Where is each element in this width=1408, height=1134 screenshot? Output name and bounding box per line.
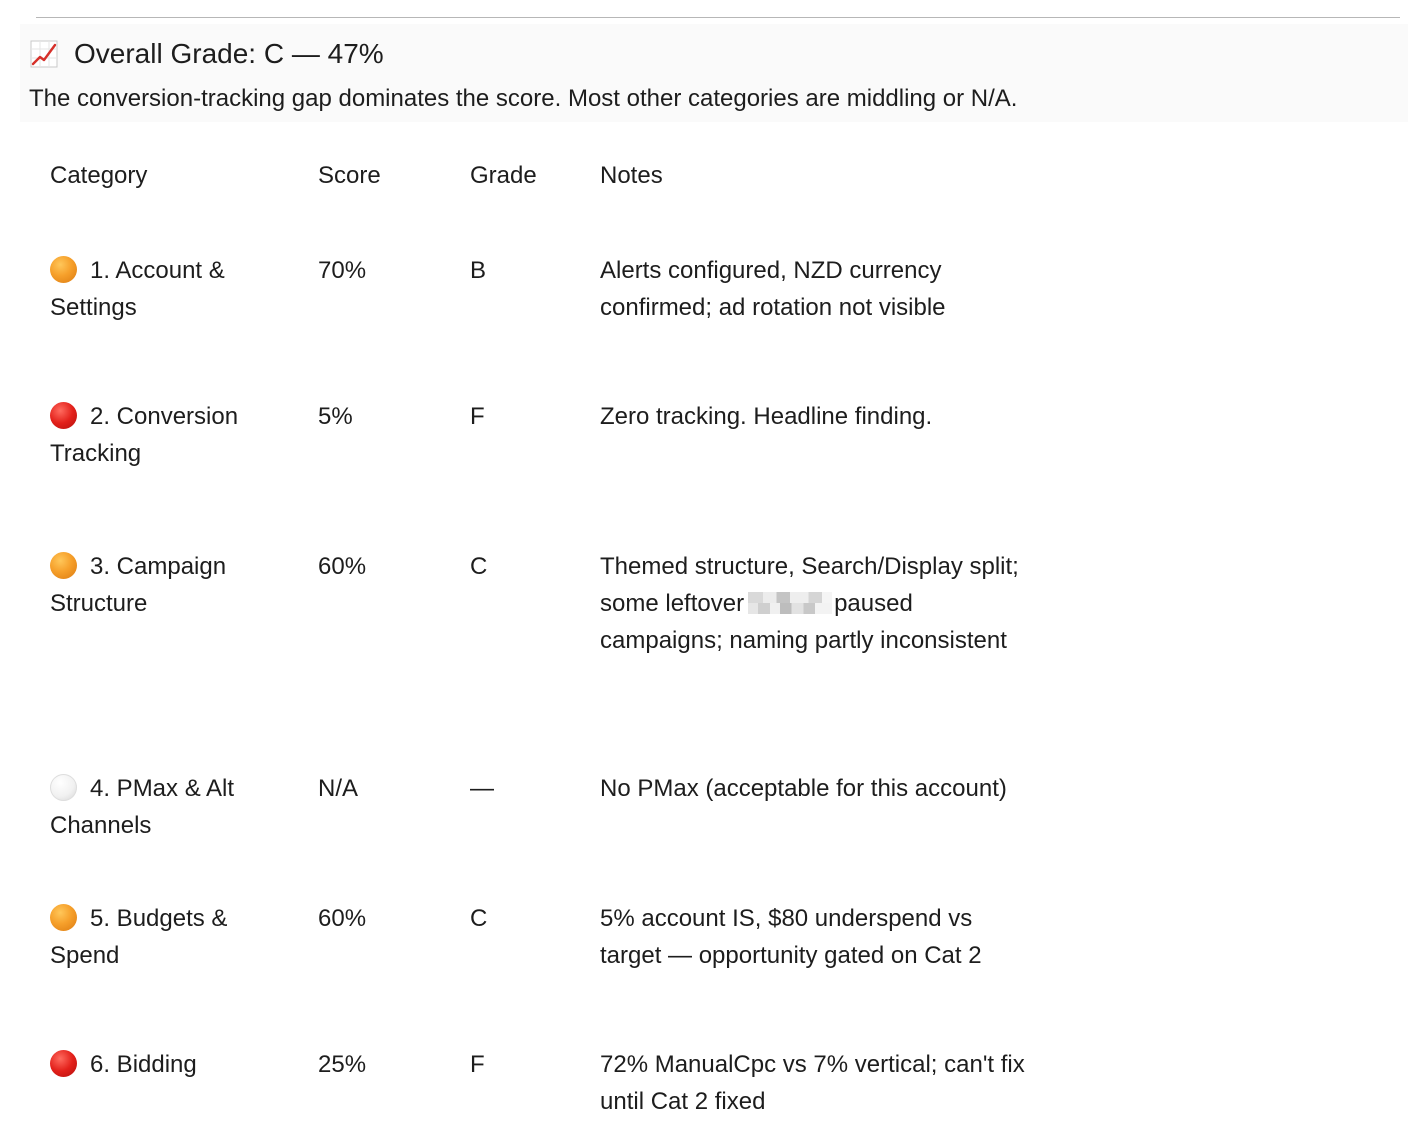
grade-cell: F	[470, 1051, 485, 1078]
top-divider	[36, 17, 1400, 18]
orange-circle-icon	[50, 256, 77, 283]
score-cell: 5%	[318, 403, 353, 430]
category-label: 3. Campaign Structure	[50, 553, 227, 617]
overall-grade-summary	[20, 24, 1408, 122]
grade-cell: F	[470, 403, 485, 430]
notes-cell: 5% account IS, $80 underspend vs target — opportunity gated on Cat 2	[600, 905, 982, 969]
overall-grade-subtitle: The conversion-tracking gap dominates the score. Most other categories are middling or N/A.	[29, 85, 1018, 112]
score-cell: 60%	[318, 553, 367, 580]
score-cell: N/A	[318, 775, 359, 802]
category-cell	[50, 900, 300, 974]
redacted-blur	[748, 592, 832, 614]
grade-cell: C	[470, 553, 488, 580]
score-cell: 25%	[318, 1051, 367, 1078]
column-header-score: Score	[318, 162, 381, 189]
grade-cell: —	[470, 775, 494, 802]
notes-cell: No PMax (acceptable for this account)	[600, 775, 1007, 802]
category-cell	[50, 548, 300, 622]
category-label: 6. Bidding	[90, 1051, 197, 1078]
category-label: 1. Account & Settings	[50, 257, 225, 321]
red-circle-icon	[50, 1050, 77, 1077]
category-label: 4. PMax & Alt Channels	[50, 775, 235, 839]
notes-text: Themed structure, Search/Display split; some leftover	[600, 553, 1019, 617]
notes-cell	[600, 548, 1040, 659]
notes-text: paused campaigns; naming partly inconsistent	[600, 590, 1007, 654]
column-header-category: Category	[50, 162, 148, 189]
red-circle-icon	[50, 402, 77, 429]
category-cell	[50, 398, 300, 472]
chart-increasing-icon	[30, 40, 58, 68]
category-label: 5. Budgets & Spend	[50, 905, 228, 969]
category-cell	[50, 1046, 300, 1083]
score-cell: 60%	[318, 905, 367, 932]
grade-cell: B	[470, 257, 487, 284]
category-cell	[50, 770, 300, 844]
grade-cell: C	[470, 905, 488, 932]
white-circle-icon	[50, 774, 77, 801]
notes-cell: 72% ManualCpc vs 7% vertical; can't fix until Cat 2 fixed	[600, 1051, 1025, 1115]
notes-cell: Alerts configured, NZD currency confirmed; ad rotation not visible	[600, 257, 946, 321]
orange-circle-icon	[50, 904, 77, 931]
overall-grade-text: Overall Grade: C — 47%	[74, 38, 384, 69]
score-cell: 70%	[318, 257, 367, 284]
overall-grade-heading	[30, 34, 384, 74]
column-header-grade: Grade	[470, 162, 537, 189]
category-label: 2. Conversion Tracking	[50, 403, 239, 467]
category-cell	[50, 252, 300, 326]
orange-circle-icon	[50, 552, 77, 579]
column-header-notes: Notes	[600, 162, 663, 189]
notes-cell: Zero tracking. Headline finding.	[600, 403, 933, 430]
